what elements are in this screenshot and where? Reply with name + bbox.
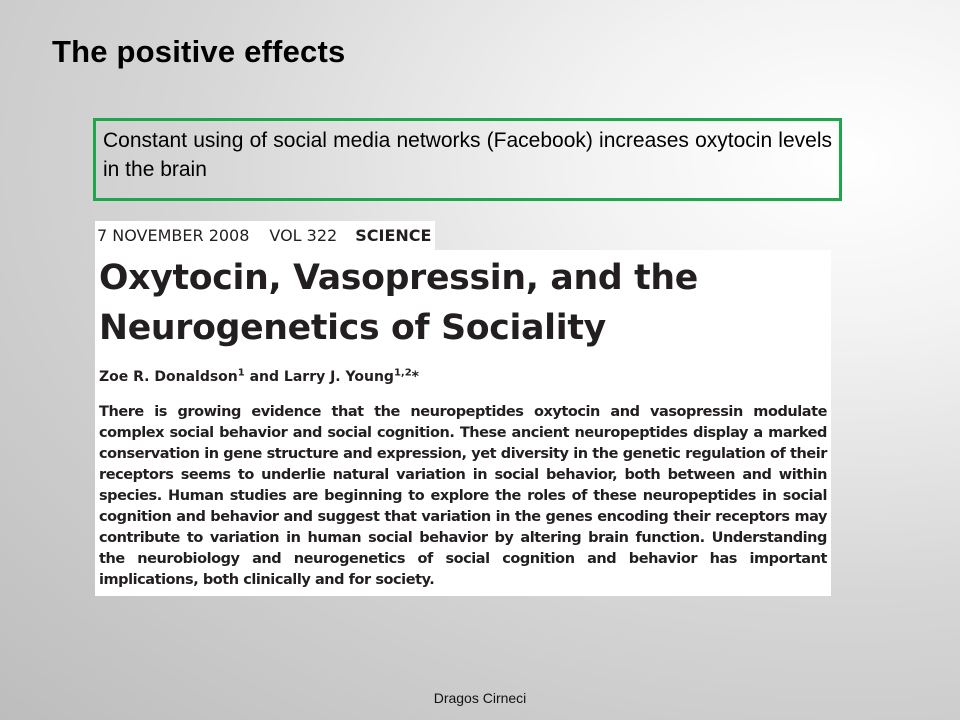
author-name: Larry J. Young	[283, 369, 394, 385]
corresponding-author-mark: *	[411, 369, 419, 385]
author-affiliation: 1	[237, 367, 245, 379]
author-conjunction: and	[249, 369, 280, 385]
callout-box	[93, 118, 842, 201]
slide-title: The positive effects	[52, 34, 346, 69]
journal-name: SCIENCE	[355, 226, 432, 245]
callout-text: Constant using of social media networks (Facebook) increases oxytocin levels in the brain	[103, 129, 832, 181]
article-title: Oxytocin, Vasopressin, and the Neurogenetics of Sociality	[99, 258, 698, 348]
author-affiliation: 1,2	[393, 367, 412, 379]
author-name: Zoe R. Donaldson	[99, 369, 238, 385]
article-date: 7 NOVEMBER 2008	[97, 226, 250, 245]
slide-footer: Dragos Cirneci	[433, 690, 527, 706]
article-header	[95, 221, 435, 250]
article-authors	[99, 367, 831, 387]
article-volume: VOL 322	[269, 226, 338, 245]
article-abstract: There is growing evidence that the neuropeptides oxytocin and vasopressin modulate complex social behavior and social cognition. These ancient neuropeptides display a marked conservation in gene structure and expression, yet diversity in the genetic regulation of their receptors seems to underlie natural variation in social behavior, both between and within species. Human studies are beginning to explore the roles of these neuropeptides in social cognition and behavior and suggest that variation in the genes encoding their receptors may contribute to variation in human social behavior by altering brain function. Understanding the neurobiology and neurogenetics of social cognition and behavior has important implications, both clinically and for society.	[99, 404, 827, 588]
article-clipping	[95, 250, 831, 596]
